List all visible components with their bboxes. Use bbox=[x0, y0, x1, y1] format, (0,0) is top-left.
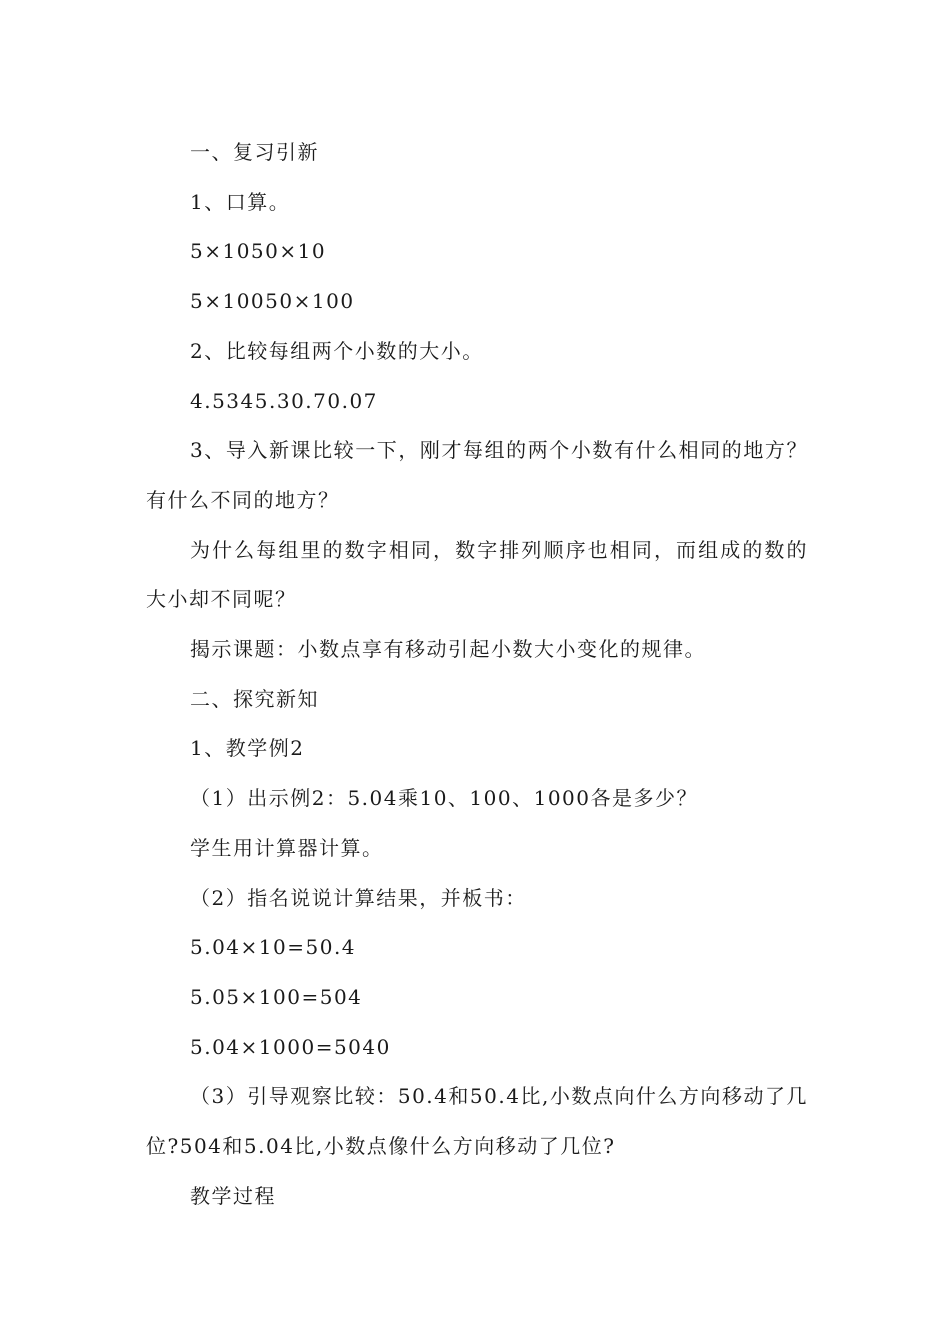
document-body bbox=[146, 128, 808, 1221]
paragraph-process: 教学过程 bbox=[190, 1183, 276, 1208]
paragraph-result-3: 5.04×1000=5040 bbox=[190, 1034, 391, 1059]
paragraph-result-1: 5.04×10=50.4 bbox=[190, 935, 357, 960]
paragraph-introduce: 3、导入新课比较一下，刚才每组的两个小数有什么相同的地方？有什么不同的地方？ bbox=[146, 438, 808, 512]
paragraph-question: 为什么每组里的数字相同，数字排列顺序也相同，而组成的数的大小却不同呢？ bbox=[146, 537, 808, 612]
paragraph-result-2: 5.05×100=504 bbox=[190, 984, 363, 1009]
paragraph-compare: 2、比较每组两个小数的大小。 bbox=[190, 338, 484, 363]
paragraph-calculator: 学生用计算器计算。 bbox=[190, 835, 384, 860]
section-heading-review: 一、复习引新 bbox=[190, 140, 319, 164]
paragraph-step-3: （3）引导观察比较：50.4和50.4比,小数点向什么方向移动了几位?504和5.04比,小数点像什么方向移动了几位? bbox=[146, 1084, 808, 1159]
paragraph-step-2: （2）指名说说计算结果，并板书： bbox=[190, 885, 527, 910]
section-heading-explore: 二、探究新知 bbox=[190, 686, 319, 711]
paragraph-step-1: （1）出示例2：5.04乘10、100、1000各是多少？ bbox=[190, 786, 699, 811]
paragraph-mental-math: 1、口算。 bbox=[190, 189, 291, 214]
paragraph-example: 1、教学例2 bbox=[190, 736, 305, 761]
paragraph-topic: 揭示课题：小数点享有移动引起小数大小变化的规律。 bbox=[190, 637, 706, 662]
paragraph-decimals: 4.5345.30.70.07 bbox=[190, 388, 378, 413]
paragraph-expression-1: 5×1050×10 bbox=[190, 239, 327, 264]
paragraph-expression-2: 5×10050×100 bbox=[190, 289, 355, 314]
